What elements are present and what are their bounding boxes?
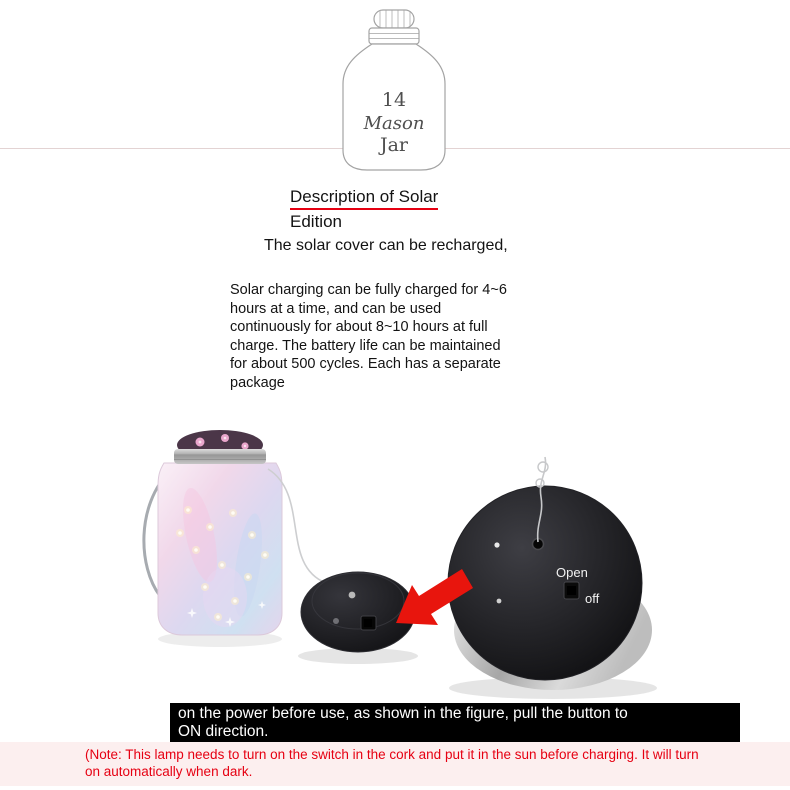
intro-text: The solar cover can be recharged,	[264, 237, 508, 254]
logo-name: Mason	[363, 113, 425, 134]
mason-jar-logo-icon	[341, 8, 447, 172]
off-label: off	[585, 591, 600, 606]
charging-note-text: (Note: This lamp needs to turn on the switch in the cork and put it in the sun before charging. It will turn on automatically when dark.	[85, 747, 699, 779]
product-figure	[130, 415, 660, 705]
charging-note	[0, 742, 790, 786]
disc-hole	[333, 618, 339, 624]
instruction-text: on the power before use, as shown in the figure, pull the button to ON direction.	[178, 705, 628, 740]
disc-hole	[349, 592, 356, 599]
title-line-1: Description of Solar	[290, 187, 438, 210]
solar-lid-small	[301, 572, 415, 652]
disc-switch-nub[interactable]	[364, 619, 372, 627]
description-paragraph: Solar charging can be fully charged for 4~6 hours at a time, and can be used continuously for about 8~10 hours at full charge. The battery life can be maintained for about 500 cycles. Each has a separate package	[230, 282, 507, 391]
section-title	[290, 187, 438, 231]
logo-word: Jar	[379, 134, 409, 156]
solar-lid-large	[448, 457, 652, 690]
led-dot	[494, 542, 499, 547]
jar-metal-rim	[174, 449, 266, 464]
title-line-2: Edition	[290, 212, 342, 231]
lid-face	[448, 486, 642, 680]
open-label: Open	[556, 565, 588, 580]
led-dot	[497, 599, 502, 604]
jar-photo	[144, 430, 282, 635]
power-switch-nub[interactable]	[567, 586, 576, 595]
instruction-bar	[170, 703, 740, 742]
logo-number: 14	[381, 89, 407, 111]
